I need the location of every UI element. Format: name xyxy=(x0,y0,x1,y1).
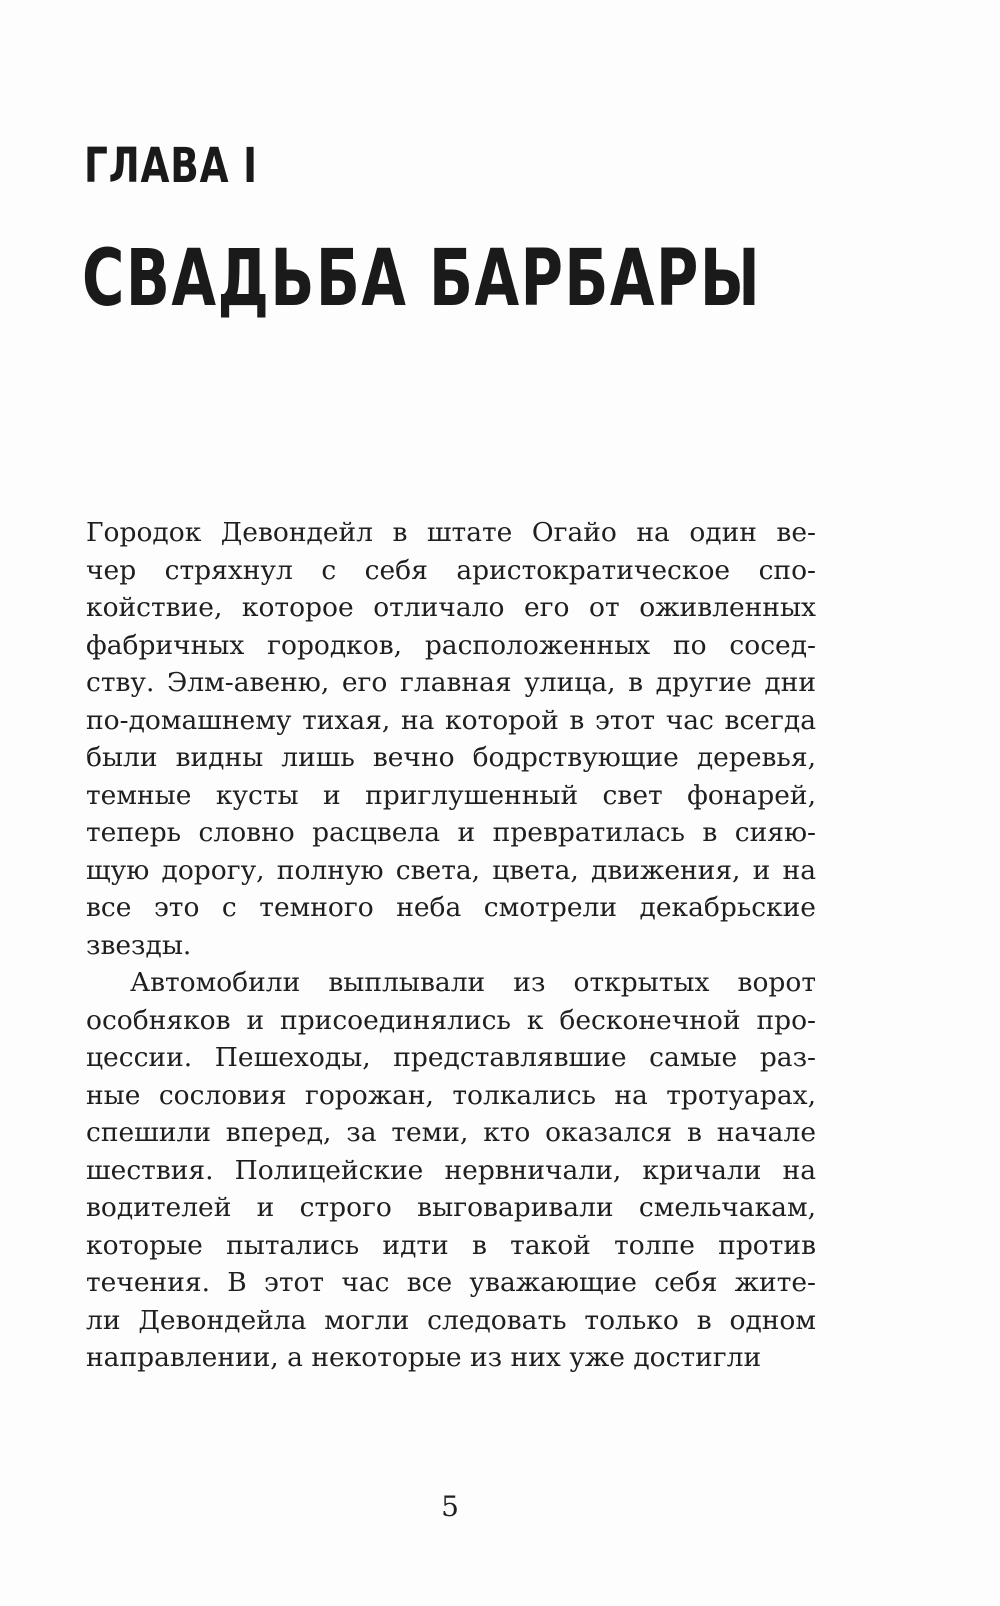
text-line: особняков и присоединялись к бесконечной про- xyxy=(86,1004,816,1036)
text-line: водителей и строго выговаривали смельчакам, xyxy=(86,1192,816,1223)
text-line: которые пытались идти в такой толпе против xyxy=(86,1229,816,1261)
text-line: спешили вперед, за теми, кто оказался в начале xyxy=(86,1117,816,1148)
text-line: ные сословия горожан, толкались на тротуарах, xyxy=(86,1079,816,1111)
text-line: Городок Девондейл в штате Огайо на один ве- xyxy=(86,517,816,548)
paragraph xyxy=(86,964,816,1377)
text-line: течения. В этот час все уважающие себя жите- xyxy=(86,1267,816,1298)
text-line: теперь словно расцвела и превратилась в сияю- xyxy=(86,817,816,848)
text-line: шествия. Полицейские нервничали, кричали на xyxy=(86,1154,816,1186)
text-line: чер стряхнул с себя аристократическое спо- xyxy=(86,554,816,586)
paragraph xyxy=(86,514,816,964)
chapter-title: СВАДЬБА БАРБАРЫ xyxy=(82,234,762,324)
text-line: ству. Элм-авеню, его главная улица, в другие дни xyxy=(86,667,816,698)
chapter-label: ГЛАВА I xyxy=(84,138,258,194)
body-text xyxy=(86,514,816,1377)
text-line: направлении, а некоторые из них уже достигли xyxy=(86,1342,762,1373)
page-number: 5 xyxy=(441,1490,459,1523)
text-line: щую дорогу, полную света, цвета, движения, и на xyxy=(86,854,816,886)
text-line: все это с темного неба смотрели декабрьские xyxy=(86,892,816,923)
text-line: Автомобили выплывали из открытых ворот xyxy=(130,967,816,998)
text-line: были видны лишь вечно бодрствующие деревья, xyxy=(86,742,816,773)
text-line: цессии. Пешеходы, представлявшие самые раз- xyxy=(86,1042,816,1073)
text-line: по-домашнему тихая, на которой в этот час всегда xyxy=(86,704,816,736)
text-line: звезды. xyxy=(86,929,192,961)
text-line: ли Девондейла могли следовать только в одном xyxy=(86,1304,816,1336)
text-line: темные кусты и приглушенный свет фонарей, xyxy=(86,779,816,811)
text-line: фабричных городков, расположенных по сосед- xyxy=(86,629,816,661)
text-line: койствие, которое отличало его от оживленных xyxy=(86,592,816,623)
